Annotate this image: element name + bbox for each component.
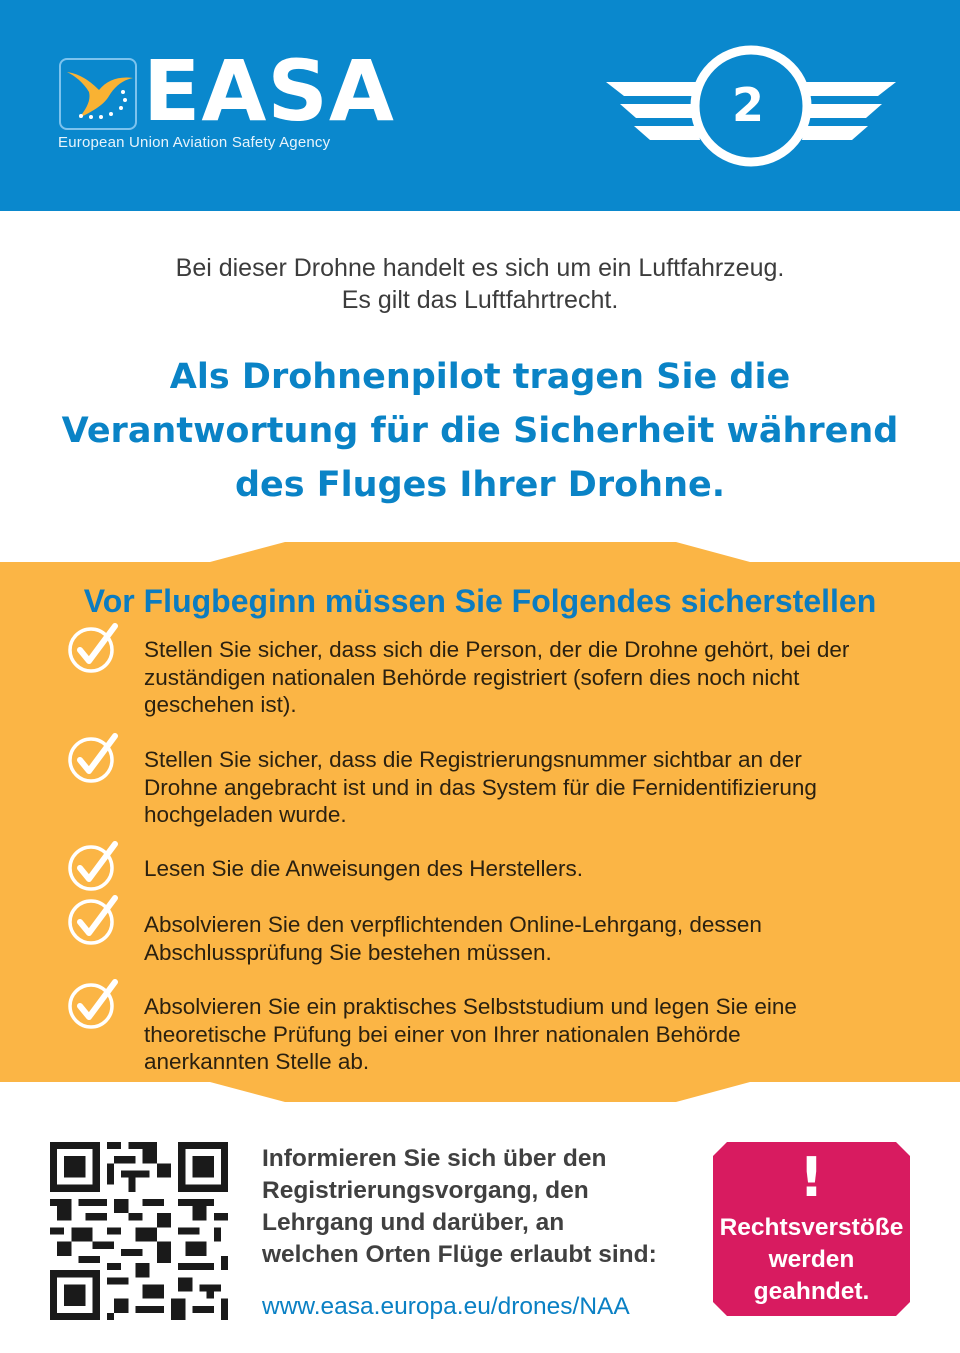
- info-line: Lehrgang und darüber, an: [262, 1209, 565, 1236]
- item-line: anerkannten Stelle ab.: [144, 1049, 370, 1074]
- intro-text: [0, 252, 960, 316]
- logo-wordmark: EASA: [143, 42, 395, 140]
- check-circle-icon: [67, 894, 119, 946]
- qr-code-icon[interactable]: [50, 1142, 228, 1320]
- intro-line: Es gilt das Luftfahrtrecht.: [341, 286, 619, 314]
- item-line: Stellen Sie sicher, dass sich die Person, der die Drohne gehört, bei der: [144, 637, 850, 662]
- headline: [0, 350, 960, 512]
- checklist-item: [144, 746, 904, 829]
- checklist-item: [144, 636, 904, 719]
- item-line: theoretische Prüfung bei einer von Ihrer nationalen Behörde: [144, 1021, 741, 1047]
- info-line: welchen Orten Flüge erlaubt sind:: [262, 1241, 657, 1268]
- info-line: Registrierungsvorgang, den: [262, 1177, 589, 1204]
- headline-line: Verantwortung für die Sicherheit während: [61, 411, 899, 451]
- checklist-item: [144, 911, 904, 966]
- checklist-item: [144, 993, 904, 1076]
- item-line: Abschlussprüfung Sie bestehen müssen.: [144, 939, 552, 965]
- headline-line: des Fluges Ihrer Drohne.: [234, 465, 726, 505]
- header-banner: [0, 0, 960, 211]
- check-circle-icon: [67, 622, 119, 674]
- warning-text: [713, 1212, 910, 1308]
- warning-line: geahndet.: [753, 1278, 870, 1305]
- item-line: hochgeladen wurde.: [144, 802, 347, 827]
- check-circle-icon: [67, 978, 119, 1030]
- item-line: Drohne angebracht ist und in das System für die Fernidentifizierung: [144, 774, 817, 800]
- headline-line: Als Drohnenpilot tragen Sie die: [169, 357, 791, 397]
- easa-logo-icon: [59, 58, 137, 130]
- check-circle-icon: [67, 840, 119, 892]
- checklist-title: Vor Flugbeginn müssen Sie Folgendes sicherstellen: [83, 583, 877, 619]
- check-circle-icon: [67, 732, 119, 784]
- item-line: Stellen Sie sicher, dass die Registrierungsnummer sichtbar an der: [144, 747, 802, 772]
- intro-line: Bei dieser Drohne handelt es sich um ein Luftfahrzeug.: [175, 254, 785, 282]
- item-line: geschehen ist).: [144, 692, 297, 717]
- item-line: Absolvieren Sie ein praktisches Selbststudium und legen Sie eine: [144, 994, 797, 1019]
- info-line: Informieren Sie sich über den: [262, 1145, 607, 1172]
- item-line: Absolvieren Sie den verpflichtenden Online-Lehrgang, dessen: [144, 912, 762, 937]
- warning-line: werden: [768, 1246, 855, 1273]
- item-line: zuständigen nationalen Behörde registriert (sofern dies noch nicht: [144, 664, 800, 690]
- item-line: Lesen Sie die Anweisungen des Herstellers.: [144, 856, 584, 881]
- info-text: [262, 1143, 682, 1271]
- category-number: 2: [731, 78, 764, 132]
- info-link[interactable]: www.easa.europa.eu/drones/NAA: [262, 1293, 630, 1320]
- warning-badge: [713, 1142, 910, 1316]
- logo-subtitle: European Union Aviation Safety Agency: [58, 134, 331, 151]
- exclamation-icon: !: [799, 1146, 824, 1209]
- warning-line: Rechtsverstöße: [719, 1214, 904, 1241]
- checklist-item: [144, 855, 904, 883]
